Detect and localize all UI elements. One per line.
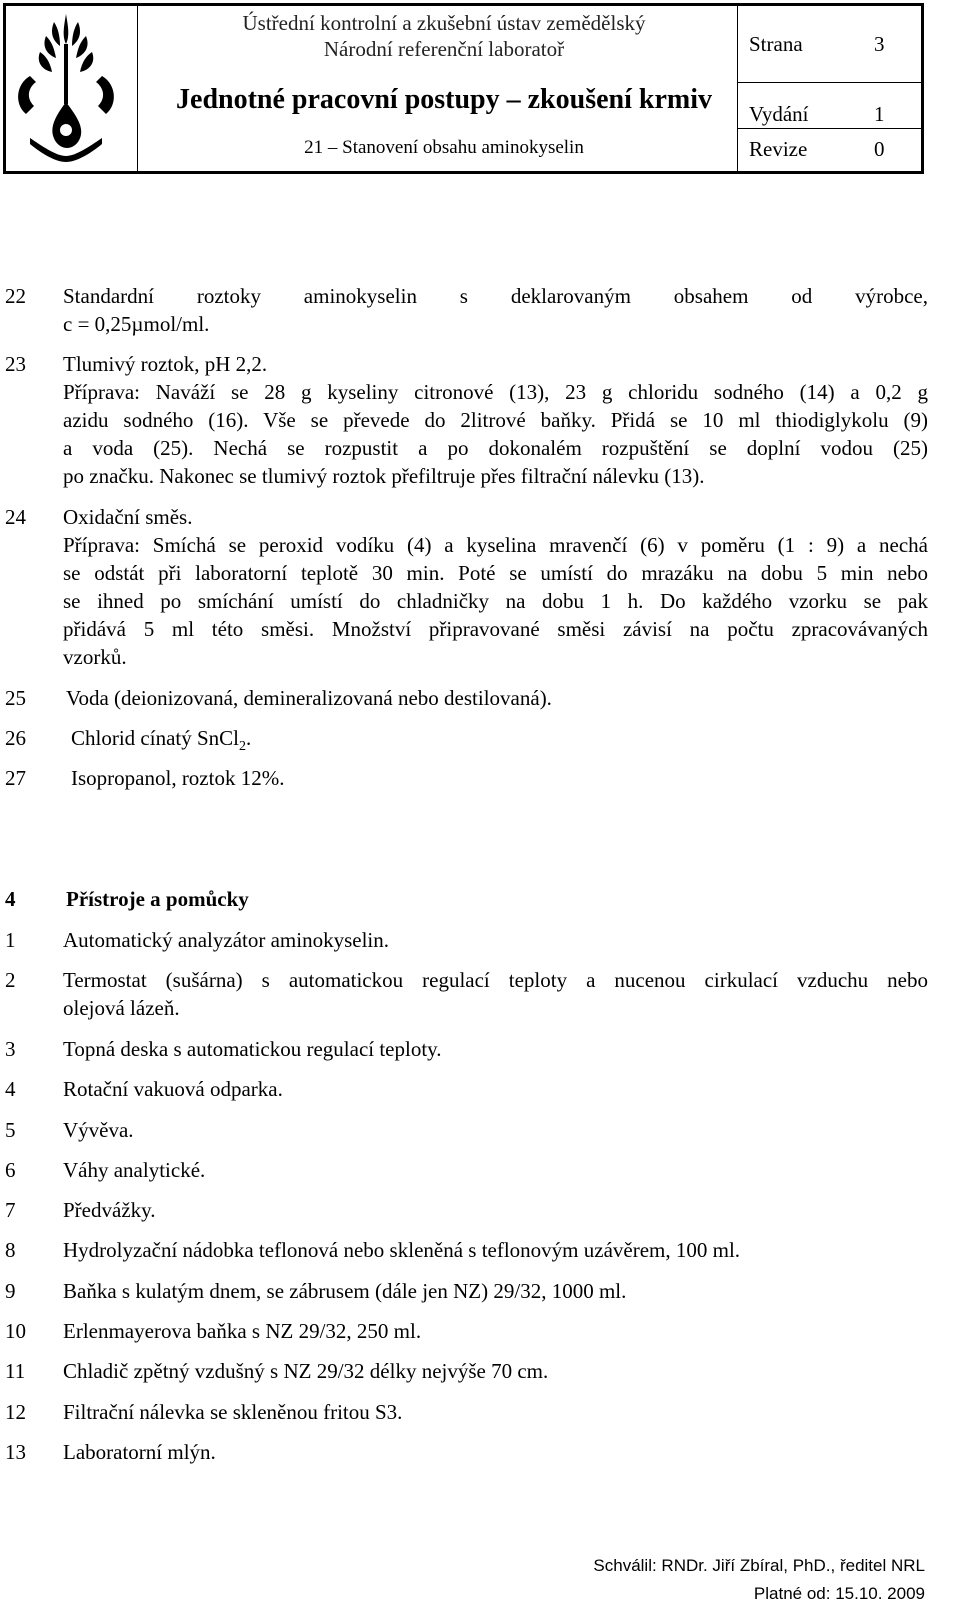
reagent-text-line: c = 0,25µmol/ml. [63,312,210,336]
reagent-text-line: a voda (25). Nechá se rozpustit a po dokonalém rozpuštění se doplní vodou (25) [63,436,928,460]
apparatus-number: 11 [5,1359,26,1383]
apparatus-number: 6 [5,1158,16,1182]
reagent-text-line: Oxidační směs. [63,505,193,529]
apparatus-number: 8 [5,1238,16,1262]
apparatus-number: 4 [5,1077,16,1101]
reagent-text-line: Příprava: Naváží se 28 g kyseliny citronové (13), 23 g chloridu sodného (14) a 0,2 g [63,380,928,404]
approval-note: Schválil: RNDr. Jiří Zbíral, PhD., ředitel NRL [593,1556,925,1575]
apparatus-text-line: Chladič zpětný vzdušný s NZ 29/32 délky nejvýše 70 cm. [63,1359,549,1383]
apparatus-text-line: Filtrační nálevka se skleněnou fritou S3. [63,1400,403,1424]
apparatus-text-line: Termostat (sušárna) s automatickou regulací teploty a nucenou cirkulací vzduchu nebo [63,968,928,992]
page-number: 3 [874,32,885,56]
section-number: 4 [5,887,16,911]
reagent-number: 25 [5,686,26,710]
apparatus-number: 5 [5,1118,16,1142]
reagent-text-line: Standardní roztoky aminokyselin s deklarovaným obsahem od výrobce, [63,284,928,308]
reagent-text-line: se odstát při laboratorní teplotě 30 min. Poté se umístí do mrazáku na dobu 5 min nebo [63,561,928,585]
org-name-line2: Národní referenční laboratoř [323,37,565,61]
apparatus-number: 7 [5,1198,16,1222]
section-title: Přístroje a pomůcky [66,887,249,911]
reagent-text-line: se ihned po smíchání umístí do chladničky na dobu 1 h. Do každého vzorku se pak [63,589,928,613]
apparatus-text-line: Baňka s kulatým dnem, se zábrusem (dále jen NZ) 29/32, 1000 ml. [63,1279,627,1303]
edition-label: Vydání [749,102,809,126]
reagent-number: 23 [5,352,26,376]
subscript: 2 [239,739,246,755]
reagent-number: 27 [5,766,26,790]
apparatus-number: 9 [5,1279,16,1303]
apparatus-text-line: Vývěva. [63,1118,134,1142]
document-subtitle: 21 – Stanovení obsahu aminokyselin [304,137,584,158]
apparatus-number: 3 [5,1037,16,1061]
reagent-text-line: Voda (deionizovaná, demineralizovaná nebo destilovaná). [66,686,552,710]
reagent-number: 26 [5,726,26,750]
reagent-text-line: Tlumivý roztok, pH 2,2. [63,352,268,376]
reagent-text-line: Isopropanol, roztok 12%. [71,766,285,790]
reagent-number: 22 [5,284,26,308]
apparatus-number: 12 [5,1400,26,1424]
revision-label: Revize [749,137,808,161]
apparatus-text-line: Rotační vakuová odparka. [63,1077,283,1101]
reagent-text-line: Příprava: Smíchá se peroxid vodíku (4) a kyselina mravenčí (6) v poměru (1 : 9) a nechá [63,533,928,557]
apparatus-text-line: Topná deska s automatickou regulací teploty. [63,1037,442,1061]
apparatus-number: 2 [5,968,16,992]
document-header [3,3,924,174]
reagent-text: . [246,726,252,750]
valid-from-note: Platné od: 15.10. 2009 [753,1584,925,1603]
reagent-text-line [71,724,251,761]
reagent-number: 24 [5,505,26,529]
org-name-line1: Ústřední kontrolní a zkušební ústav zemědělský [242,11,646,35]
apparatus-text-line: Hydrolyzační nádobka teflonová nebo skleněná s teflonovým uzávěrem, 100 ml. [63,1238,741,1262]
apparatus-number: 13 [5,1440,26,1464]
reagent-text-line: azidu sodného (16). Vše se převede do 2litrové baňky. Přidá se 10 ml thiodiglykolu (9) [63,408,928,432]
apparatus-text-line: Erlenmayerova baňka s NZ 29/32, 250 ml. [63,1319,422,1343]
reagent-text-line: po značku. Nakonec se tlumivý roztok přefiltruje přes filtrační nálevku (13). [63,464,705,488]
ukzuz-logo [6,6,136,171]
reagent-text-line: vzorků. [63,645,127,669]
apparatus-text-line: Automatický analyzátor aminokyselin. [63,928,389,952]
apparatus-number: 10 [5,1319,26,1343]
page-label: Strana [749,32,803,56]
revision-value: 0 [874,137,885,161]
apparatus-text-line: olejová lázeň. [63,996,180,1020]
edition-value: 1 [874,102,885,126]
apparatus-text-line: Laboratorní mlýn. [63,1440,216,1464]
document-title: Jednotné pracovní postupy – zkoušení krmiv [176,84,712,115]
apparatus-text-line: Váhy analytické. [63,1158,206,1182]
apparatus-number: 1 [5,928,16,952]
reagent-text-line: přidává 5 ml této směsi. Množství připravované směsi závisí na počtu zpracovávaných [63,617,928,641]
apparatus-text-line: Předvážky. [63,1198,156,1222]
reagent-text: Chlorid cínatý SnCl [71,726,239,750]
